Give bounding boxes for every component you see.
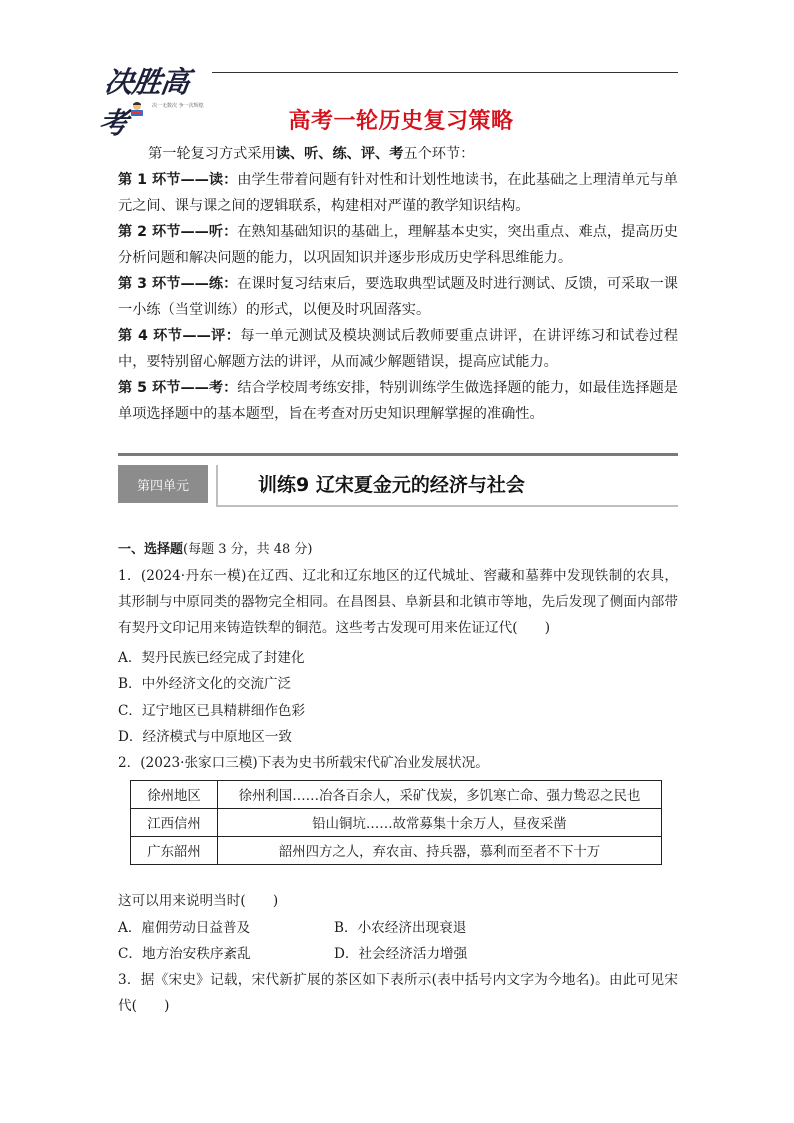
step-text: 由学生带着问题有针对性和计划性地读书，在此基础之上理清单元与单元之间、课与课之间的逻辑联系，构建相对严谨的教学知识结构。: [118, 172, 678, 214]
intro-bold: 读、听、练、评、考: [275, 146, 404, 162]
section-heading: [118, 538, 313, 557]
table-cell-place: 江西信州: [131, 809, 218, 837]
step-5: [118, 375, 678, 427]
logo-slogan: 决一无数次 争一次辉煌: [152, 103, 204, 109]
q2-option-d[interactable]: D．社会经济活力增强: [334, 946, 468, 962]
question-2-stem: 2．(2023·张家口三模)下表为史书所载宋代矿冶业发展状况。: [118, 755, 489, 771]
intro-suffix: 五个环节：: [403, 146, 475, 162]
q2-option-a[interactable]: A．雇佣劳动日益普及: [118, 920, 251, 936]
unit-divider: [216, 465, 218, 507]
q1-option-d[interactable]: D．经济模式与中原地区一致: [118, 729, 293, 745]
step-text: 每一单元测试及模块测试后教师要重点讲评，在讲评练习和试卷过程中，要特别留心解题方法的讲评，从而减少解题错误，提高应试能力。: [118, 328, 678, 370]
table-cell-desc: 徐州利国……冶各百余人，采矿伐炭，多饥寒亡命、强力鸷忍之民也: [218, 781, 662, 809]
header-rule: [212, 72, 678, 73]
step-2: [118, 219, 678, 271]
step-text: 在课时复习结束后，要选取典型试题及时进行测试、反馈，可采取一课一小练（当堂训练）的形式，以便及时巩固落实。: [118, 276, 678, 318]
intro-prefix: 第一轮复习方式采用: [148, 146, 276, 162]
unit-tab: 第四单元: [118, 465, 208, 503]
step-text: 在熟知基础知识的基础上，理解基本史实，突出重点、难点，提高历史分析问题和解决问题的能力，以巩固知识并逐步形成历史学科思维能力。: [118, 224, 678, 266]
section-note: (每题 3 分，共 48 分): [183, 542, 313, 557]
q2-option-c[interactable]: C．地方治安秩序紊乱: [118, 946, 251, 962]
table-cell-place: 广东韶州: [131, 837, 218, 865]
step-1: [118, 167, 678, 219]
step-4: [118, 323, 678, 375]
table-cell-desc: 韶州四方之人，弃农亩、持兵器，慕利而至者不下十万: [218, 837, 662, 865]
q1-option-b[interactable]: B．中外经济文化的交流广泛: [118, 676, 292, 692]
table-row: [131, 809, 662, 837]
step-label: 第 3 环节——练：: [118, 276, 238, 292]
mining-table: [130, 780, 662, 865]
step-label: 第 5 环节——考：: [118, 380, 238, 396]
step-text: 结合学校周考练安排，特别训练学生做选择题的能力，如最佳选择题是单项选择题中的基本题型，旨在考查对历史知识理解掌握的准确性。: [118, 380, 678, 422]
q2-option-b[interactable]: B．小农经济出现衰退: [334, 920, 467, 936]
q1-option-a[interactable]: A．契丹民族已经完成了封建化: [118, 650, 305, 666]
unit-header: [118, 453, 678, 507]
step-label: 第 1 环节——读：: [118, 172, 238, 188]
question-2-follow: 这可以用来说明当时( ): [118, 893, 279, 909]
table-cell-desc: 铅山铜坑……故常募集十余万人，昼夜采凿: [218, 809, 662, 837]
unit-title: 训练9 辽宋夏金元的经济与社会: [258, 474, 525, 496]
page-title: 高考一轮历史复习策略: [288, 109, 514, 134]
step-label: 第 2 环节——听：: [118, 224, 238, 240]
section-title: 一、选择题: [118, 542, 184, 557]
step-label: 第 4 环节——评：: [118, 328, 241, 344]
step-3: [118, 271, 678, 323]
table-cell-place: 徐州地区: [131, 781, 218, 809]
intro-paragraph: [118, 141, 678, 167]
question-1-stem: 1．(2024·丹东一模)在辽西、辽北和辽东地区的辽代城址、窖藏和墓葬中发现铁制的农具，其形制与中原同类的器物完全相同。在昌图县、阜新县和北镇市等地，先后发现了侧面内部带有契丹文印记用来铸造铁犁的铜范。这些考古发现可用来佐证辽代( ): [118, 568, 678, 636]
question-3-stem: 3．据《宋史》记载，宋代新扩展的茶区如下表所示(表中括号内文字为今地名)。由此可见宋代( ): [118, 972, 678, 1014]
table-row: [131, 837, 662, 865]
logo-text: 决胜高考: [96, 65, 192, 140]
table-row: [131, 781, 662, 809]
unit-underline: [216, 505, 678, 507]
q1-option-c[interactable]: C．辽宁地区已具精耕细作色彩: [118, 703, 306, 719]
